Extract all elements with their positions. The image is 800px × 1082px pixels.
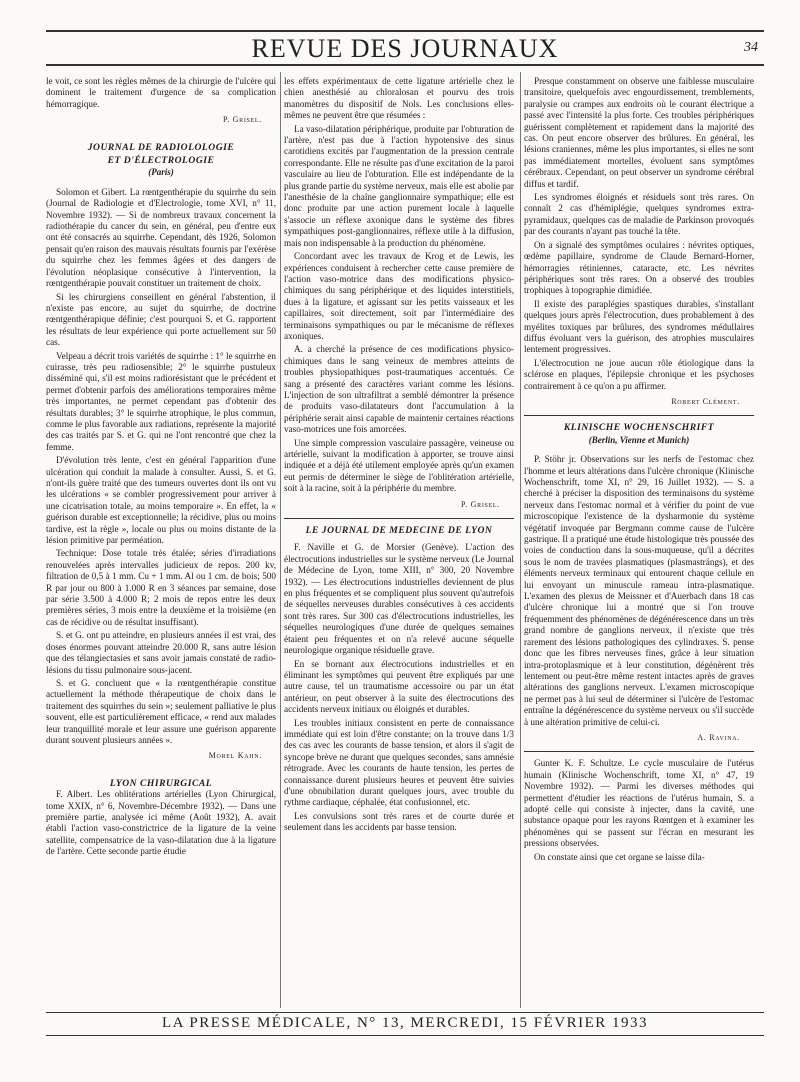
- article-paragraph: L'électrocution ne joue aucun rôle étiologique dans la sclérose en plaques, l'épilepsie chronique et les psychoses contrairement à ce qu'on a pu affirmer.: [524, 357, 754, 391]
- article-paragraph: Les convulsions sont très rares et de courte durée et seulement dans les accidents par basse tension.: [284, 810, 514, 833]
- article-paragraph: Solomon et Gibert. La rœntgenthérapie du squirrhe du sein (Journal de Radiologie et d'Electrologie, tome XVI, n° 11, Novembre 1932). — Si de nombreux travaux concernent la radiothérapie du cancer du sein, en général, peu d'entre eux ont été consacrés au squirrhe. Cependant, dès 1926, Solomon pensait qu'en raison des mauvais résultats fournis par l'exérèse du squirrhe chez les femmes âgées et des dangers de l'évolution néoplasique consécutive à l'intervention, la rœntgenthérapie pouvait constituer un traitement de choix.: [46, 186, 276, 289]
- author-signature: Morel Kahn.: [208, 751, 262, 761]
- journal-section-heading: ET D'ÉLECTROLOGIE: [107, 155, 215, 167]
- article-paragraph: F. Albert. Les oblitérations artérielles (Lyon Chirurgical, tome XXIX, n° 6, Novembre-Décembre 1932). — Dans une première partie, analysée ici même (Août 1932), A. avait établi l'action vaso-constrictrice de la ligature de la veine satellite, compensatrice de la vaso-dilatation due à la ligature de l'artère. Cette seconde partie étudie: [46, 789, 276, 857]
- article-separator: [524, 751, 754, 758]
- column-2: [284, 76, 514, 1006]
- article-paragraph: Il existe des paraplégies spastiques durables, s'installant quelques jours après l'électrocution, dues probablement à des myélites toxiques par brûlures, des syndromes médullaires diffus évoluant vers la guérison, des atrophies musculaires lentement progressives.: [524, 298, 754, 355]
- article-paragraph: Presque constamment on observe une faiblesse musculaire transitoire, quelquefois avec engourdissement, tremblements, paralysie ou crampes aux endroits où le courant électrique a passé avec l'intensité la plus forte. Ces troubles périphériques guérissent complètement et rapidement dans la majorité des cas. On peut encore observer des brûlures. En général, les lésions craniennes, même les plus importantes, si elles ne sont pas immédiatement mortelles, évoluent sans symptômes cérébraux. Cependant, on peut observer un syndrome cérébral diffus et tardif.: [524, 76, 754, 189]
- article-paragraph: Concordant avec les travaux de Krog et de Lewis, les expériences conduisent à rechercher cette cause première de l'action vaso-motrice dans des modifications physico-chimiques du sang périphérique et des liquides interstitiels, dues à la ligature, et agissant sur les petits vaisseaux et les capillaires, soit directement, soit par l'intermédiaire des terminaisons sympathiques ou par le mécanisme de réflexes axoniques.: [284, 251, 514, 341]
- journal-section-heading: JOURNAL DE RADIOLOLOGIE: [87, 141, 235, 153]
- journal-section-heading: LYON CHIRURGICAL: [109, 777, 213, 789]
- page-number: 34: [744, 40, 758, 55]
- article-paragraph: En se bornant aux électrocutions industrielles et en éliminant les symptômes qui peuvent être expliqués par une autre cause, tel un traumatisme accessoire ou par un état antérieur, on peut observer à la suite des électrocutions des accidents nerveux initiaux ou éloignés et durables.: [284, 658, 514, 715]
- newspaper-page: [46, 30, 764, 1050]
- footer-text: LA PRESSE MÉDICALE, N° 13, MERCREDI, 15 FÉVRIER 1933: [161, 1015, 649, 1031]
- article-paragraph: On a signalé des symptômes oculaires : névrites optiques, œdème papillaire, syndrome de Claude Bernard-Horner, hémorragies rétiniennes, cataracte, etc. Les névrites périphériques sont très rares. On a observé des troubles trophiques à topographie dimidiée.: [524, 239, 754, 296]
- column-1: [46, 76, 276, 1006]
- article-paragraph: On constate ainsi que cet organe se laisse dila-: [534, 851, 705, 862]
- article-paragraph: P. Stöhr jr. Observations sur les nerfs de l'estomac chez l'homme et leurs altérations dans l'ulcère chronique (Klinische Wochenschrift, tome XI, n° 29, 16 Juillet 1932). — S. a cherché à préciser la disposition des terminaisons du système nerveux dans l'estomac normal et à vérifier du point de vue microscopique l'existence de la dysharmonie du système végétatif invoquée par Bergmann comme cause de l'ulcère gastrique. Il a pratiqué une étude histologique très poussée des voies de conduction dans la sous-muqueuse, qu'il a décrites sous le nom de travées plasmatiques (plasmasträngs), et des éléments nerveux terminaux qui entourent chaque cellule en lui envoyant un minuscule rameau intra-plasmatique. L'examen des plexus de Meissner et d'Auerbach dans 18 cas d'ulcère chronique lui a montré que si l'on trouve fréquemment des phénomènes de dégénérescence dans un très grand nombre de ganglions nerveux, il n'existe que très rarement des lésions pathologiques des cylindraxes. S. pense donc que les fibres nerveuses fines, grâce à leur situation intra-protoplasmique et à leur constitution, dégénèrent très lentement ou peut-être même restent intactes après de graves altérations des ganglions nerveux. L'examen microscopique ne permet pas à lui seul de déterminer si l'ulcère de l'estomac entraîne la dégénérescence du système nerveux ou s'il succède à une altération primitive de celui-ci.: [524, 454, 754, 727]
- article-paragraph: S. et G. concluent que « la rœntgenthérapie constitue actuellement la méthode thérapeutique de choix dans le traitement des squirrhes du sein »; seulement palliative le plus souvent, elle est particulièrement efficace, « rend aux malades leur tranquillité morale et leur assure une guérison apparente durant souvent plusieurs années ».: [46, 677, 276, 745]
- author-signature: A. Ravina.: [697, 732, 740, 742]
- article-paragraph: le voit, ce sont les règles mêmes de la chirurgie de l'ulcère qui dominent le traitement d'urgence de sa complication hémorragique.: [46, 76, 276, 109]
- article-paragraph: Une simple compression vasculaire passagère, veineuse ou artérielle, suivant la modification à apporter, se trouve ainsi indiquée et a déjà été utilement employée après qu'un examen eut permis de déterminer le siège de l'oblitération artérielle, soit à la racine, soit à la périphérie du membre.: [284, 437, 514, 494]
- author-signature: P. Grisel.: [460, 499, 500, 509]
- top-rule: [46, 30, 764, 32]
- section-title: REVUE DES JOURNAUX: [251, 34, 559, 63]
- article-paragraph: La vaso-dilatation périphérique, produite par l'obturation de l'artère, n'est pas due à l'action hypotensive des sinus carotidiens excités par l'augmentation de la pression centrale correspondante. Elle ne résulte pas d'une excitation de la paroi vasculaire au lieu de l'obturation. Elle est indépendante de la plus grande partie du système nerveux, mais elle est abolie par l'anesthésie de la chaîne ganglionnaire sympathique; elle est donc produite par une action purement locale à laquelle s'associe un réflexe axonique dans le système des fibres sympathiques post-ganglionnaires, réflexe utile à la diffusion, mais non indispensable à la production du phénomène.: [284, 123, 514, 248]
- article-paragraph: Technique: Dose totale très étalée; séries d'irradiations renouvelées après intervalles judicieux de repos. 200 kv, filtration de 0,5 à 1 mm. Cu + 1 mm. Al ou 1 cm. de bois; 500 R par jour ou 800 à 1.000 R en 3 séances par semaine, dose par série 3.500 à 4.000 R; 2 mois de repos entre les deux premières séries, 3 mois entre la deuxième et la troisième (en cas de récidive ou de résultat insuffisant).: [46, 548, 276, 627]
- article-paragraph: Si les chirurgiens conseillent en général l'abstention, il n'existe pas encore, au sujet du squirrhe, de doctrine rœntgenthérapique définie; c'est pourquoi S. et G. rapportent les résultats de leur expérience qui porte actuellement sur 50 cas.: [46, 291, 276, 348]
- article-paragraph: Gunter K. F. Schultze. Le cycle musculaire de l'utérus humain (Klinische Wochenschrift, tome XI, n° 47, 19 Novembre 1932). — Parmi les diverses méthodes qui permettent d'étudier les réactions de l'utérus humain, S. a adopté celle qui consiste à injecter, dans la cavité, une substance opaque pour les rayons Rœntgen et à examiner les phénomènes qui se passent sur l'écran en mesurant les pressions observées.: [524, 758, 754, 849]
- article-paragraph: F. Naville et G. de Morsier (Genève). L'action des électrocutions industrielles sur le système nerveux (Le Journal de Médecine de Lyon, tome XIII, n° 300, 20 Novembre 1932). — Les électrocutions industrielles deviennent de plus en plus fréquentes et se compliquent plus souvent qu'autrefois de séquelles nerveuses durables consécutives à ces accidents sont très rares. Sur 300 cas d'électrocutions industrielles, les séquelles neurologiques d'une durée de quelques semaines étaient peu fréquentes et on n'a relevé aucune séquelle neurologique organique résiduelle grave.: [284, 542, 514, 656]
- journal-section-heading: KLINISCHE WOCHENSCHRIFT: [524, 415, 754, 433]
- author-signature: P. Grisel.: [222, 115, 262, 125]
- footer-bar: [46, 1012, 764, 1036]
- column-divider: [280, 72, 281, 1008]
- article-paragraph: A. a cherché la présence de ces modifications physico-chimiques dans le sang veineux de membres atteints de troubles physiopathiques post-traumatiques accentués. Ce sang a présenté des caractères variant comme les lésions. L'injection de son ultrafiltrat a semblé démontrer la présence de produits vaso-dilatateurs dont l'accumulation à la périphérie serait ainsi capable de maintenir certaines réactions vaso-motrices une fois amorcées.: [284, 344, 514, 435]
- article-paragraph: les effets expérimentaux de cette ligature artérielle chez le chien anesthésié au chloralosan et pourvu des trois manomètres du dispositif de Nols. Les conclusions elles-mêmes ne peuvent être que résumées :: [284, 76, 514, 121]
- author-signature: Robert Clément.: [671, 396, 740, 406]
- journal-location: (Berlin, Vienne et Munich): [588, 434, 690, 445]
- article-paragraph: Les troubles initiaux consistent en perte de connaissance immédiate qui est loin d'être constante; on la trouve dans 1/3 des cas avec les courants de basse tension, et alors il s'agit de syncope brève ne durant que quelques secondes, sans amnésie rétrograde. Avec les courants de haute tension, les pertes de connaissance durent plusieurs heures et peuvent être suivies d'une obnubilation durant quelques jours, avec trouble du rythme cardiaque, céphalée, état confusionnel, etc.: [284, 717, 514, 808]
- column-divider: [520, 72, 521, 1008]
- journal-section-heading: LE JOURNAL DE MEDECINE DE LYON: [284, 518, 514, 536]
- column-3: [524, 76, 754, 1006]
- article-paragraph: S. et G. ont pu atteindre, en plusieurs années il est vrai, des doses énormes pouvant atteindre 20.000 R, sans autre lésion que des télangiectasies et sans avoir jamais constaté de radio-lésions du tissu pulmonaire sous-jacent.: [46, 630, 276, 675]
- journal-location: (Paris): [148, 167, 174, 178]
- masthead: [46, 34, 764, 64]
- article-paragraph: Velpeau a décrit trois variétés de squirrhe : 1° le squirrhe en cuirasse, très peu radiosensible; 2° le squirrhe pustuleux disséminé qui, s'il est moins radiorésistant que le précédent et permet d'obtenir parfois des améliorations temporaires même très importantes, ne permet cependant pas d'obtenir des résultats durables; 3° le squirrhe atrophique, le plus commun, comme le plus favorable aux radiations, représente la majorité des cas traités par S. et G. qui ne l'ont rencontré que chez la femme.: [46, 350, 276, 452]
- article-paragraph: Les syndromes éloignés et résiduels sont très rares. On connaît 2 cas d'hémiplégie, quelques syndromes extra-pyramidaux, quelques cas de maladie de Parkinson provoqués par des courants n'ayant pas touché la tête.: [524, 192, 754, 237]
- masthead-rule: [46, 64, 764, 66]
- article-paragraph: D'évolution très lente, c'est en général l'apparition d'une ulcération qui conduit la malade à consulter. Aussi, S. et G. n'ont-ils guère traité que des tumeurs ouvertes dont ils ont vu les ulcérations « se combler progressivement pour arriver à une cicatrisation totale, au moins temporaire ». En effet, la « guérison durable est exceptionnelle; la récidive, plus ou moins tardive, est la règle », locale ou plus ou moins distante de la lésion primitive par perméation.: [46, 455, 276, 546]
